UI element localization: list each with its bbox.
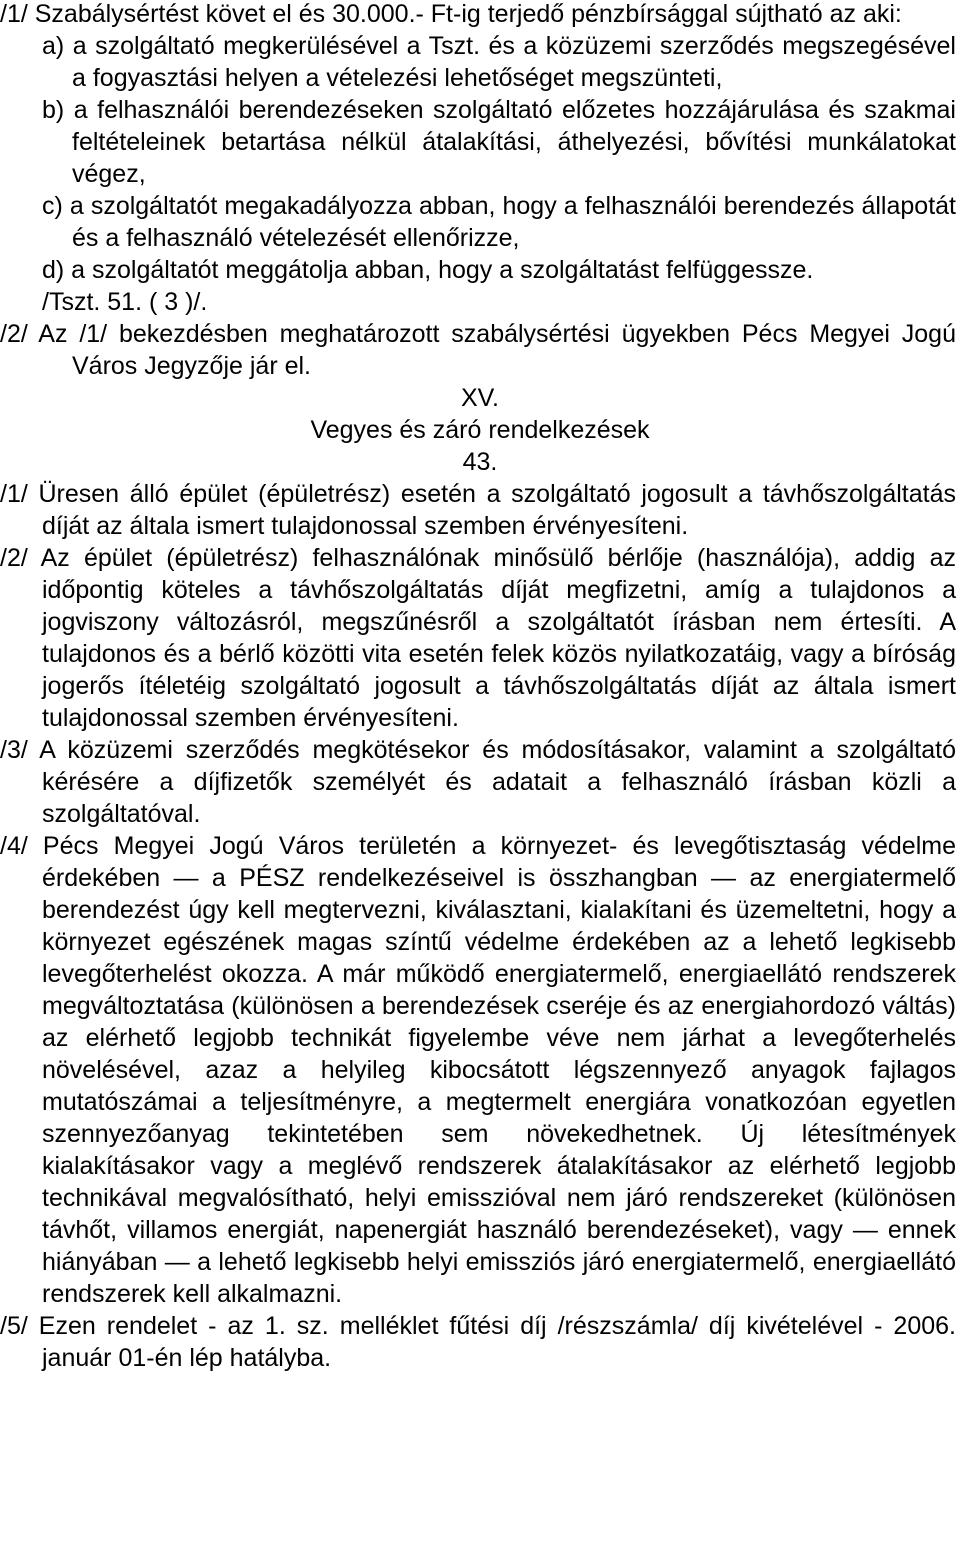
section43-paragraph-1: /1/ Üresen álló épület (épületrész) esetén a szolgáltató jogosult a távhőszolgáltatás díját az általa ismert tulajdonossal szemben érvényesíteni.	[0, 480, 956, 540]
section-number: 43.	[462, 448, 498, 476]
paragraph-1-intro: /1/ Szabálysértést követ el és 30.000.- Ft-ig terjedő pénzbírsággal sújtható az aki:	[0, 0, 902, 28]
section43-paragraph-5: /5/ Ezen rendelet - az 1. sz. melléklet fűtési díj /részszámla/ díj kivételével - 2006. január 01-én lép hatályba.	[0, 1312, 956, 1372]
list-item-a: a) a szolgáltató megkerülésével a Tszt. és a közüzemi szerződés megszegésével a fogyasztási helyen a vételezési lehetőséget megszünteti,	[42, 32, 956, 92]
legal-reference: /Tszt. 51. ( 3 )/.	[42, 288, 208, 316]
list-item-d: d) a szolgáltatót meggátolja abban, hogy a szolgáltatást felfüggessze.	[42, 256, 814, 284]
list-item-b: b) a felhasználói berendezéseken szolgáltató előzetes hozzájárulása és szakmai feltételeinek betartása nélkül átalakítási, áthelyezési, bővítési munkálatokat végez,	[42, 96, 956, 188]
section43-paragraph-2: /2/ Az épület (épületrész) felhasználónak minősülő bérlője (használója), addig az időpontig köteles a távhőszolgáltatás díját megfizetni, amíg a tulajdonos a jogviszony változásról, megszűnésről a szolgáltatót írásban nem értesíti. A tulajdonos és a bérlő közötti vita esetén felek közös nyilatkozatáig, vagy a bíróság jogerős ítéletéig szolgáltató jogosult a távhőszolgáltatás díját az általa ismert tulajdonossal szemben érvényesíteni.	[0, 544, 956, 732]
chapter-number: XV.	[460, 384, 499, 412]
paragraph-2: /2/ Az /1/ bekezdésben meghatározott szabálysértési ügyekben Pécs Megyei Jogú Város Jegyzője jár el.	[0, 320, 956, 380]
section43-paragraph-4: /4/ Pécs Megyei Jogú Város területén a környezet- és levegőtisztaság védelme érdekében — a PÉSZ rendelkezéseivel is összhangban — az energiatermelő berendezést úgy kell megtervezni, kiválasztani, kialakítani és üzemeltetni, hogy a környezet egészének magas színtű védelme érdekében az a lehető legkisebb levegőterhelést okozza. A már működő energiatermelő, energiaellátó rendszerek megváltoztatása (különösen a berendezések cseréje és az energiahordozó váltás) az elérhető legjobb technikát figyelembe véve nem járhat a levegőterhelés növelésével, azaz a helyileg kibocsátott légszennyező anyagok fajlagos mutatószámai a teljesítményre, a megtermelt energiára vonatkozóan egyetlen szennyezőanyag tekintetében sem növekedhetnek. Új létesítmények kialakításakor vagy a meglévő rendszerek átalakításakor az elérhető legjobb technikával megvalósítható, helyi emisszióval nem járó rendszereket (különösen távhőt, villamos energiát, napenergiát használó berendezéseket), vagy — ennek hiányában — a lehető legkisebb helyi emissziós járó energiatermelő, energiaellátó rendszerek kell alkalmazni.	[0, 832, 956, 1308]
section43-paragraph-3: /3/ A közüzemi szerződés megkötésekor és módosításakor, valamint a szolgáltató kérésére a díjfizetők személyét és adatait a felhasználó írásban közli a szolgáltatóval.	[0, 736, 956, 828]
list-item-c: c) a szolgáltatót megakadályozza abban, hogy a felhasználói berendezés állapotát és a felhasználó vételezését ellenőrizze,	[42, 192, 956, 252]
chapter-title: Vegyes és záró rendelkezések	[310, 416, 650, 444]
